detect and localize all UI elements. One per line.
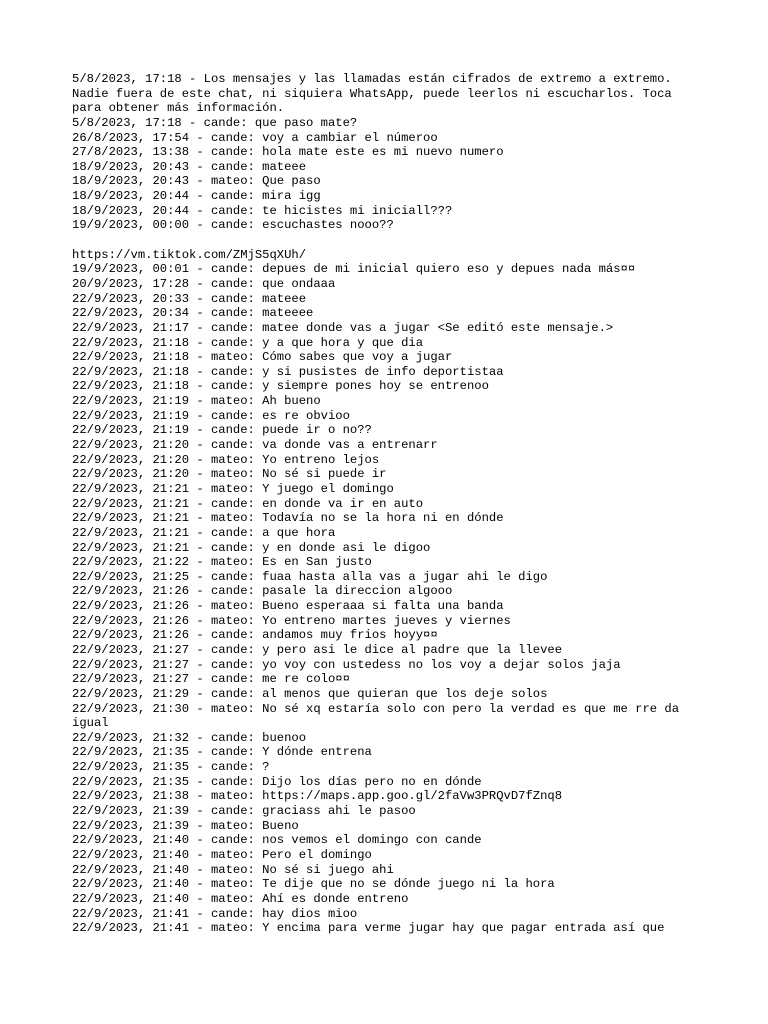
chat-message-line: 22/9/2023, 21:21 - cande: en donde va ir en auto xyxy=(72,496,424,511)
continuation-line: para obtener más información. xyxy=(72,101,285,116)
blank-line xyxy=(72,233,712,248)
chat-message-line: 5/8/2023, 17:18 - Los mensajes y las llamadas están cifrados de extremo a extremo. xyxy=(72,72,672,86)
chat-message-line: 22/9/2023, 21:19 - cande: es re obvioo xyxy=(72,408,350,423)
chat-message-line: 19/9/2023, 00:01 - cande: depues de mi inicial quiero eso y depues nada más¤¤ xyxy=(72,262,636,277)
chat-message-line: 22/9/2023, 21:40 - mateo: Pero el domingo xyxy=(72,847,372,862)
chat-message-line: 18/9/2023, 20:43 - mateo: Que paso xyxy=(72,174,321,189)
chat-message-line: 22/9/2023, 21:26 - mateo: Yo entreno martes jueves y viernes xyxy=(72,613,511,628)
chat-message-line: 22/9/2023, 20:34 - cande: mateeee xyxy=(72,306,314,321)
chat-message-line: 22/9/2023, 21:41 - cande: hay dios mioo xyxy=(72,906,358,921)
chat-message-line: 22/9/2023, 21:39 - mateo: Bueno xyxy=(72,818,299,833)
chat-message-line: 22/9/2023, 21:38 - mateo: https://maps.app.goo.gl/2faVw3PRQvD7fZnq8 xyxy=(72,789,563,804)
chat-message-line: 22/9/2023, 21:18 - cande: y siempre pones hoy se entrenoo xyxy=(72,379,489,394)
chat-message-line: 22/9/2023, 21:22 - mateo: Es en San justo xyxy=(72,555,372,570)
continuation-line: igual xyxy=(72,716,109,731)
chat-message-line: 22/9/2023, 21:40 - mateo: Te dije que no se dónde juego ni la hora xyxy=(72,877,555,892)
chat-message-line: 22/9/2023, 21:18 - mateo: Cómo sabes que voy a jugar xyxy=(72,350,453,365)
chat-message-line: 22/9/2023, 21:32 - cande: buenoo xyxy=(72,730,307,745)
chat-message-line: 22/9/2023, 21:21 - cande: y en donde asi le digoo xyxy=(72,540,431,555)
chat-transcript xyxy=(72,72,712,936)
chat-message-line: 18/9/2023, 20:44 - cande: te hicistes mi iniciall??? xyxy=(72,203,453,218)
chat-message-line: 22/9/2023, 21:40 - mateo: No sé si juego ahi xyxy=(72,862,394,877)
chat-message-line: 26/8/2023, 17:54 - cande: voy a cambiar el númeroo xyxy=(72,130,438,145)
chat-message-line: 22/9/2023, 21:26 - mateo: Bueno esperaaa si falta una banda xyxy=(72,599,504,614)
chat-message-line: 27/8/2023, 13:38 - cande: hola mate este es mi nuevo numero xyxy=(72,145,504,160)
chat-message-line: 22/9/2023, 21:40 - cande: nos vemos el domingo con cande xyxy=(72,833,482,848)
chat-message-line: 18/9/2023, 20:44 - cande: mira igg xyxy=(72,189,321,204)
chat-message-line: 22/9/2023, 21:40 - mateo: Ahí es donde entreno xyxy=(72,891,409,906)
chat-message-line: 18/9/2023, 20:43 - cande: mateee xyxy=(72,159,307,174)
chat-message-line: 22/9/2023, 21:18 - cande: y a que hora y que dia xyxy=(72,335,424,350)
chat-message-line: 22/9/2023, 21:26 - cande: pasale la direccion algooo xyxy=(72,584,453,599)
chat-message-line: 22/9/2023, 21:27 - cande: me re colo¤¤ xyxy=(72,672,350,687)
chat-message-line: 22/9/2023, 21:19 - cande: puede ir o no?? xyxy=(72,423,372,438)
chat-message-line: 22/9/2023, 21:30 - mateo: No sé xq estaría solo con pero la verdad es que me rre da xyxy=(72,701,680,716)
chat-message-line: 20/9/2023, 17:28 - cande: que ondaaa xyxy=(72,276,336,291)
chat-message-line: 22/9/2023, 21:21 - mateo: Todavía no se la hora ni en dónde xyxy=(72,511,504,526)
continuation-line: Nadie fuera de este chat, ni siquiera WhatsApp, puede leerlos ni escucharlos. Toca xyxy=(72,86,672,101)
chat-message-line: 22/9/2023, 21:29 - cande: al menos que quieran que los deje solos xyxy=(72,686,548,701)
chat-message-line: 22/9/2023, 21:27 - cande: yo voy con ustedess no los voy a dejar solos jaja xyxy=(72,657,621,672)
chat-message-line: 22/9/2023, 21:27 - cande: y pero asi le dice al padre que la llevee xyxy=(72,642,563,657)
chat-message-line: 22/9/2023, 21:18 - cande: y si pusistes de info deportistaa xyxy=(72,364,504,379)
chat-message-line: 19/9/2023, 00:00 - cande: escuchastes nooo?? xyxy=(72,218,394,233)
chat-message-line: 22/9/2023, 21:41 - mateo: Y encima para verme jugar hay que pagar entrada así que xyxy=(72,921,665,936)
chat-message-line: 22/9/2023, 21:20 - mateo: Yo entreno lejos xyxy=(72,452,380,467)
chat-message-line: 22/9/2023, 21:17 - cande: matee donde vas a jugar <Se editó este mensaje.> xyxy=(72,320,614,335)
chat-message-line: 22/9/2023, 21:39 - cande: graciass ahi le pasoo xyxy=(72,804,416,819)
chat-message-line: 22/9/2023, 21:26 - cande: andamos muy frios hoyy¤¤ xyxy=(72,628,438,643)
chat-message-line: 22/9/2023, 21:35 - cande: Dijo los días pero no en dónde xyxy=(72,774,482,789)
chat-message-line: 22/9/2023, 21:19 - mateo: Ah bueno xyxy=(72,394,321,409)
chat-message-line: 22/9/2023, 21:35 - cande: ? xyxy=(72,760,270,775)
chat-message-line: 22/9/2023, 21:21 - mateo: Y juego el domingo xyxy=(72,481,394,496)
chat-message-line: 22/9/2023, 21:25 - cande: fuaa hasta alla vas a jugar ahi le digo xyxy=(72,569,548,584)
chat-message-line: 5/8/2023, 17:18 - cande: que paso mate? xyxy=(72,115,358,130)
chat-message-line: 22/9/2023, 21:20 - cande: va donde vas a entrenarr xyxy=(72,438,438,453)
chat-message-line: 22/9/2023, 21:21 - cande: a que hora xyxy=(72,525,336,540)
chat-message-line: 22/9/2023, 20:33 - cande: mateee xyxy=(72,291,307,306)
chat-message-line: 22/9/2023, 21:35 - cande: Y dónde entrena xyxy=(72,745,372,760)
chat-message-line: 22/9/2023, 21:20 - mateo: No sé si puede ir xyxy=(72,467,387,482)
link-line: https://vm.tiktok.com/ZMjS5qXUh/ xyxy=(72,247,307,262)
